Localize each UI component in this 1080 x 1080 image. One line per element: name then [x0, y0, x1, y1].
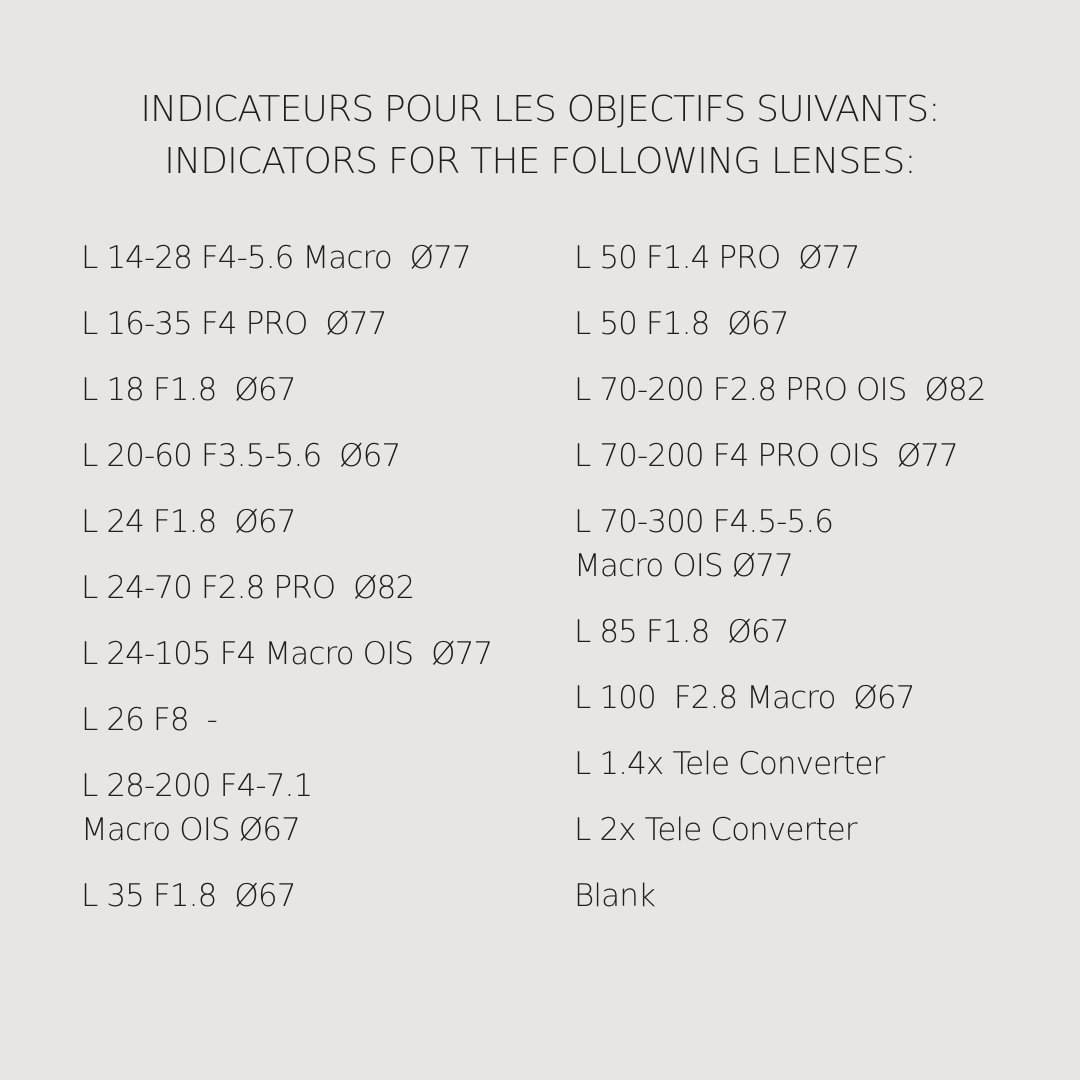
lens-item	[81, 236, 551, 280]
lens-item	[574, 236, 1054, 280]
lens-item-text: L 70-300 F4.5-5.6	[574, 504, 834, 540]
lens-item	[574, 874, 1054, 918]
lens-item-text: L 18 F1.8 Ø67	[81, 372, 296, 408]
lens-item-text: L 1.4x Tele Converter	[574, 746, 885, 782]
lens-item	[81, 874, 551, 918]
lens-item-text: L 14-28 F4-5.6 Macro Ø77	[81, 240, 471, 276]
lens-item	[81, 632, 551, 676]
lens-item-text: L 50 F1.4 PRO Ø77	[574, 240, 860, 276]
lens-item	[81, 764, 551, 852]
lens-item-text: L 35 F1.8 Ø67	[81, 878, 296, 914]
lens-list-left	[81, 236, 551, 940]
lens-item	[81, 566, 551, 610]
lens-item	[574, 500, 1054, 588]
lens-item	[574, 676, 1054, 720]
lens-item	[81, 500, 551, 544]
lens-item	[81, 698, 551, 742]
heading-french: INDICATEURS POUR LES OBJECTIFS SUIVANTS:	[140, 89, 940, 130]
lens-item-text: L 100 F2.8 Macro Ø67	[574, 680, 915, 716]
lens-item-text: L 2x Tele Converter	[574, 812, 857, 848]
page-heading	[0, 84, 1080, 188]
lens-item-text: L 28-200 F4-7.1	[81, 768, 313, 804]
lens-item-text: L 20-60 F3.5-5.6 Ø67	[81, 438, 401, 474]
lens-item-text: L 16-35 F4 PRO Ø77	[81, 306, 387, 342]
lens-list-right	[574, 236, 1054, 940]
lens-item	[81, 434, 551, 478]
lens-item-text: L 26 F8 -	[81, 702, 217, 738]
lens-item-text: Blank	[574, 878, 656, 914]
heading-english: INDICATORS FOR THE FOLLOWING LENSES:	[164, 141, 916, 182]
lens-item	[574, 610, 1054, 654]
lens-item-text: L 24-105 F4 Macro OIS Ø77	[81, 636, 493, 672]
lens-item	[81, 368, 551, 412]
lens-item-text: L 24 F1.8 Ø67	[81, 504, 296, 540]
lens-item-text: L 24-70 F2.8 PRO Ø82	[81, 570, 415, 606]
lens-item	[574, 434, 1054, 478]
lens-item	[574, 808, 1054, 852]
lens-item-text: L 85 F1.8 Ø67	[574, 614, 789, 650]
lens-item-text-continued: Macro OIS Ø77	[574, 548, 793, 584]
lens-item-text: L 70-200 F4 PRO OIS Ø77	[574, 438, 958, 474]
lens-item-text-continued: Macro OIS Ø67	[81, 812, 300, 848]
lens-item	[574, 368, 1054, 412]
lens-item-text: L 50 F1.8 Ø67	[574, 306, 789, 342]
lens-item	[81, 302, 551, 346]
lens-item-text: L 70-200 F2.8 PRO OIS Ø82	[574, 372, 986, 408]
lens-item	[574, 742, 1054, 786]
lens-item	[574, 302, 1054, 346]
